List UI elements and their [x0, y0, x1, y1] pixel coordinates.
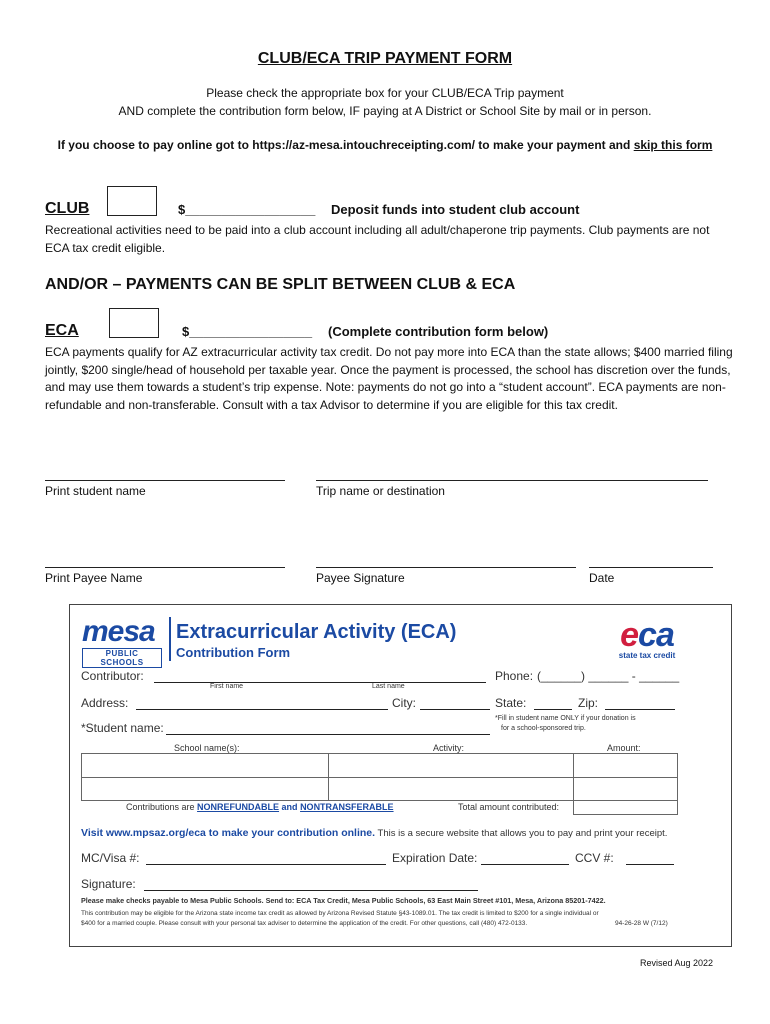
address-field[interactable]: [136, 709, 388, 710]
trip-name-line[interactable]: [316, 480, 708, 481]
page-title: CLUB/ECA TRIP PAYMENT FORM: [257, 50, 513, 67]
nonrefundable-text: NONREFUNDABLE: [197, 802, 280, 812]
expiration-label: Expiration Date:: [392, 851, 478, 865]
column-header-amount: Amount:: [607, 743, 641, 753]
student-note-line-2: for a school-sponsored trip.: [501, 725, 586, 732]
contributions-note: [126, 802, 394, 812]
form-signature-label: Signature:: [81, 877, 136, 891]
eca-logo-ca: ca: [638, 616, 674, 654]
eca-note: (Complete contribution form below): [328, 324, 549, 339]
card-number-field[interactable]: [146, 864, 386, 865]
revised-date: Revised Aug 2022: [640, 958, 714, 968]
total-label: Total amount contributed:: [458, 802, 560, 812]
club-amount-field[interactable]: $__________________: [178, 202, 316, 217]
club-checkbox[interactable]: [107, 186, 157, 216]
visit-line: [81, 827, 667, 839]
first-name-caption: First name: [210, 683, 244, 690]
payee-signature-caption: Payee Signature: [316, 571, 405, 585]
student-name-line[interactable]: [45, 480, 285, 481]
instruction-line-2: AND complete the contribution form below, IF paying at A District or School Site by mail or in person.: [118, 104, 652, 118]
mesa-logo: [82, 617, 162, 668]
ccv-field[interactable]: [626, 864, 674, 865]
mesa-logo-subtitle: PUBLIC SCHOOLS: [82, 648, 162, 668]
skip-form-link[interactable]: skip this form: [633, 138, 713, 152]
phone-label: Phone:: [495, 669, 534, 683]
column-header-activity: Activity:: [433, 743, 465, 753]
address-label: Address:: [81, 696, 129, 710]
club-note: Deposit funds into student club account: [331, 202, 580, 217]
card-number-label: MC/Visa #:: [81, 851, 140, 865]
contributor-field[interactable]: [154, 682, 486, 683]
payee-name-line[interactable]: [45, 567, 285, 568]
column-header-school: School name(s):: [174, 743, 240, 753]
zip-label: Zip:: [578, 696, 599, 710]
payee-name-caption: Print Payee Name: [45, 571, 143, 585]
ccv-label: CCV #:: [575, 851, 614, 865]
city-label: City:: [392, 696, 416, 710]
form-signature-field[interactable]: [144, 890, 478, 891]
fine-print-line-1: This contribution may be eligible for the Arizona state income tax credit as allowed by Arizona Revised Statute §43-1089.01. The tax credit is limited to $200 for a single individual or: [81, 910, 599, 917]
city-field[interactable]: [420, 709, 490, 710]
total-field[interactable]: [573, 798, 678, 815]
trip-name-caption: Trip name or destination: [316, 484, 445, 498]
contribution-table: [81, 753, 678, 801]
student-name-field[interactable]: [166, 734, 490, 735]
eca-logo: [608, 616, 686, 660]
expiration-field[interactable]: [481, 864, 569, 865]
online-payment-note: [0, 138, 770, 152]
state-field[interactable]: [534, 709, 572, 710]
phone-field[interactable]: (______) ______ - ______: [537, 669, 680, 683]
last-name-caption: Last name: [372, 683, 405, 690]
instruction-line-1: Please check the appropriate box for your CLUB/ECA Trip payment: [206, 86, 564, 100]
eca-logo-e: e: [620, 616, 639, 654]
mesa-logo-word: mesa: [82, 615, 155, 648]
date-caption: Date: [589, 571, 615, 585]
eca-checkbox[interactable]: [109, 308, 159, 338]
student-name-label: *Student name:: [81, 721, 164, 735]
student-name-caption: Print student name: [45, 484, 146, 498]
table-column-divider: [573, 754, 574, 800]
form-subtitle: Contribution Form: [176, 645, 291, 660]
checks-payable-line: Please make checks payable to Mesa Public Schools. Send to: ECA Tax Credit, Mesa Public Schools, 63 East Main Street #101, Mesa, Arizona 85201-7422.: [81, 896, 606, 905]
eca-label: ECA: [45, 322, 79, 339]
table-row-divider: [82, 777, 677, 778]
nontransferable-text: NONTRANSFERABLE: [300, 802, 394, 812]
visit-rest-text: This is a secure website that allows you to pay and print your receipt.: [375, 828, 668, 839]
date-line[interactable]: [589, 567, 713, 568]
visit-link-text[interactable]: Visit www.mpsaz.org/eca to make your contribution online.: [81, 827, 376, 839]
form-title: Extracurricular Activity (ECA): [176, 621, 457, 643]
zip-field[interactable]: [605, 709, 675, 710]
split-heading: AND/OR – PAYMENTS CAN BE SPLIT BETWEEN CLUB & ECA: [45, 276, 516, 293]
payee-signature-line[interactable]: [316, 567, 576, 568]
contributions-prefix: Contributions are: [126, 802, 198, 812]
student-note-line-1: *Fill in student name ONLY if your donation is: [495, 715, 636, 722]
club-description: Recreational activities need to be paid into a club account including all adult/chaperone trip payments. Club payments are not ECA tax credit eligible.: [45, 223, 710, 255]
form-code: 94-26-28 W (7/12): [615, 920, 668, 927]
club-label: CLUB: [45, 200, 90, 217]
eca-logo-subtitle: state tax credit: [618, 651, 676, 660]
eca-amount-field[interactable]: $_________________: [182, 324, 313, 339]
online-payment-text: If you choose to pay online got to https://az-mesa.intouchreceipting.com/ to make your payment and: [57, 138, 634, 152]
contributor-label: Contributor:: [81, 669, 144, 683]
logo-divider: [169, 617, 171, 661]
contributions-and: and: [279, 802, 301, 812]
state-label: State:: [495, 696, 527, 710]
eca-description: ECA payments qualify for AZ extracurricular activity tax credit. Do not pay more into ECA than the state allows; $400 married filing jointly, $200 single/head of household per taxable year. Once the payment is processed, the school has discretion over the funds, and may use them towards a student’s trip expense. Note: payments do not go into a “student account”. ECA payments are non-refundable and non-transferable. Consult with a tax Advisor to determine if you are eligible for this tax credit.: [45, 345, 733, 412]
fine-print-line-2: $400 for a married couple. Please consult with your personal tax adviser to determine the application of the credit. For other questions, call (480) 472-0133.: [81, 920, 528, 927]
eca-contribution-form: [69, 604, 732, 947]
table-column-divider: [328, 754, 329, 800]
